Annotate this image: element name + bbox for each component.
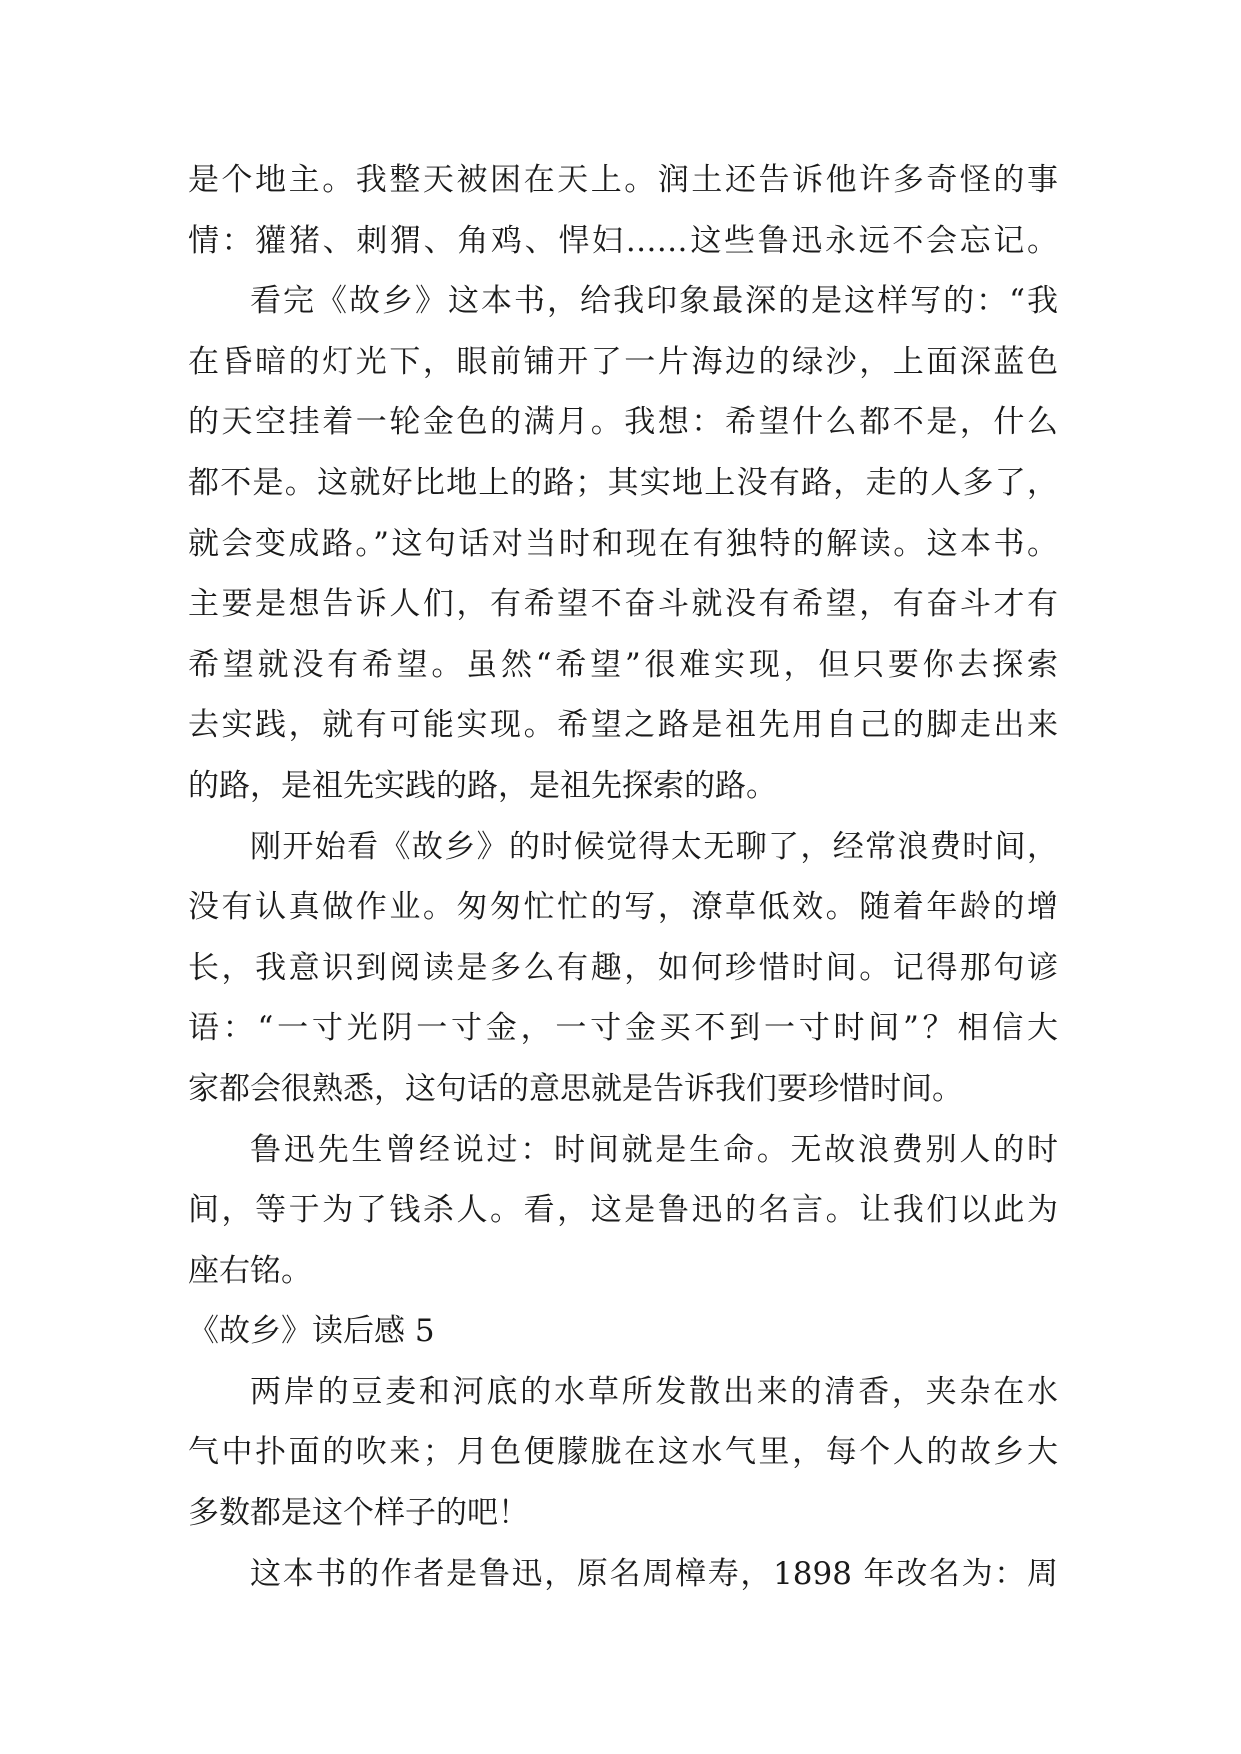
text-line: 情：獾猪、刺猬、角鸡、悍妇……这些鲁迅永远不会忘记。 (188, 222, 1058, 259)
paragraph-start-line: 两岸的豆麦和河底的水草所发散出来的清香，夹杂在水 (250, 1373, 1058, 1410)
document-body (188, 150, 1058, 1604)
text-line: 就会变成路。”这句话对当时和现在有独特的解读。这本书。 (188, 525, 1058, 562)
text-line: 都不是。这就好比地上的路；其实地上没有路，走的人多了， (188, 464, 1058, 501)
text-line: 长，我意识到阅读是多么有趣，如何珍惜时间。记得那句谚 (188, 949, 1058, 986)
text-line: 希望就没有希望。虽然“希望”很难实现，但只要你去探索 (188, 646, 1058, 683)
paragraph-start-line: 看完《故乡》这本书，给我印象最深的是这样写的：“我 (250, 283, 1058, 320)
text-line: 没有认真做作业。匆匆忙忙的写，潦草低效。随着年龄的增 (188, 889, 1058, 926)
text-line: 是个地主。我整天被困在天上。润土还告诉他许多奇怪的事 (188, 162, 1058, 198)
paragraph-start-line: 这本书的作者是鲁迅，原名周樟寿，1898 年改名为：周 (250, 1555, 1058, 1592)
paragraph-end-line: 的路，是祖先实践的路，是祖先探索的路。 (188, 767, 777, 804)
text-line: 气中扑面的吹来；月色便朦胧在这水气里，每个人的故乡大 (188, 1434, 1058, 1471)
text-line: 去实践，就有可能实现。希望之路是祖先用自己的脚走出来 (188, 707, 1058, 744)
text-line: 的天空挂着一轮金色的满月。我想：希望什么都不是，什么 (188, 404, 1058, 441)
text-line: 语：“一寸光阴一寸金，一寸金买不到一寸时间”？相信大 (188, 1010, 1058, 1047)
section-heading: 《故乡》读后感 5 (188, 1313, 435, 1350)
paragraph-end-line: 家都会很熟悉，这句话的意思就是告诉我们要珍惜时间。 (188, 1070, 963, 1107)
text-line: 间，等于为了钱杀人。看，这是鲁迅的名言。让我们以此为 (188, 1192, 1058, 1229)
paragraph-end-line: 多数都是这个样子的吧！ (188, 1495, 529, 1532)
text-line: 在昏暗的灯光下，眼前铺开了一片海边的绿沙，上面深蓝色 (188, 343, 1058, 380)
paragraph-start-line: 刚开始看《故乡》的时候觉得太无聊了，经常浪费时间， (250, 828, 1058, 865)
text-line: 主要是想告诉人们，有希望不奋斗就没有希望，有奋斗才有 (188, 586, 1058, 623)
paragraph-end-line: 座右铭。 (188, 1252, 312, 1289)
paragraph-start-line: 鲁迅先生曾经说过：时间就是生命。无故浪费别人的时 (250, 1131, 1058, 1168)
